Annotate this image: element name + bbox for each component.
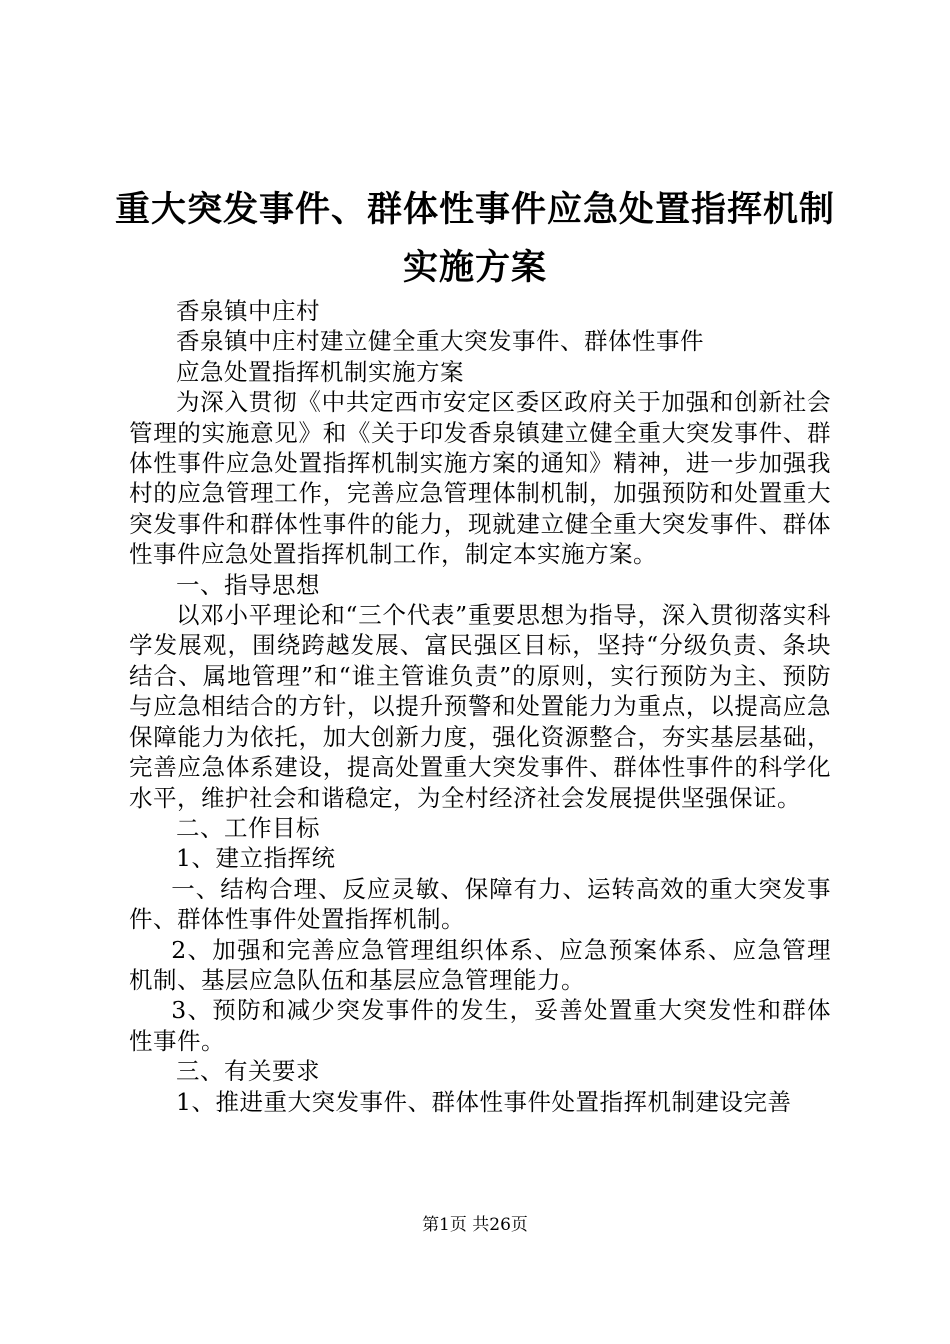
section-heading-guiding-ideology: 一、指导思想 [176, 570, 320, 599]
paragraph-intro: 为深入贯彻《中共定西市安定区委区政府关于加强和创新社会管理的实施意见》和《关于印发香泉镇建立健全重大突发事件、群体性事件应急处置指挥机制实施方案的通知》精神，进一步加强我村的应急管理工作，完善应急管理体制机制，加强预防和处置重大突发事件和群体性事件的能力，现就建立健全重大突发事件、群体性事件应急处置指挥机制工作，制定本实施方案。 [129, 388, 831, 569]
section-heading-requirements: 三、有关要求 [176, 1057, 320, 1086]
paragraph-goal-1-heading: 1、建立指挥统 [176, 844, 336, 873]
paragraph-goal-3: 3、预防和减少突发事件的发生，妥善处置重大突发性和群体性事件。 [129, 996, 831, 1055]
paragraph-guiding-ideology: 以邓小平理论和“三个代表”重要思想为指导，深入贯彻落实科学发展观，围绕跨越发展、富民强区目标，坚持“分级负责、条块结合、属地管理”和“谁主管谁负责”的原则，实行预防为主、预防与应急相结合的方针，以提升预警和处置能力为重点，以提高应急保障能力为依托，加大创新力度，强化资源整合，夯实基层基础，完善应急体系建设，提高处置重大突发事件、群体性事件的科学化水平，维护社会和谐稳定，为全村经济社会发展提供坚强保证。 [129, 601, 831, 812]
document-title-line-1: 重大突发事件、群体性事件应急处置指挥机制 [114, 189, 835, 230]
document-title-line-2: 实施方案 [402, 247, 547, 288]
paragraph-goal-2: 2、加强和完善应急管理组织体系、应急预案体系、应急管理机制、基层应急队伍和基层应急管理能力。 [129, 935, 831, 994]
document-body [129, 296, 831, 1117]
paragraph-subtitle-line-1: 香泉镇中庄村建立健全重大突发事件、群体性事件 [176, 327, 704, 356]
paragraph-goal-1-body: 一、结构合理、反应灵敏、保障有力、运转高效的重大突发事件、群体性事件处置指挥机制。 [129, 874, 831, 934]
paragraph-requirement-1: 1、推进重大突发事件、群体性事件处置指挥机制建设完善 [176, 1087, 792, 1116]
page-footer: 第1页 共26页 [422, 1215, 528, 1235]
paragraph-subtitle-line-2: 应急处置指挥机制实施方案 [176, 357, 464, 386]
paragraph-village-name: 香泉镇中庄村 [176, 297, 320, 325]
section-heading-work-goals: 二、工作目标 [176, 813, 320, 842]
